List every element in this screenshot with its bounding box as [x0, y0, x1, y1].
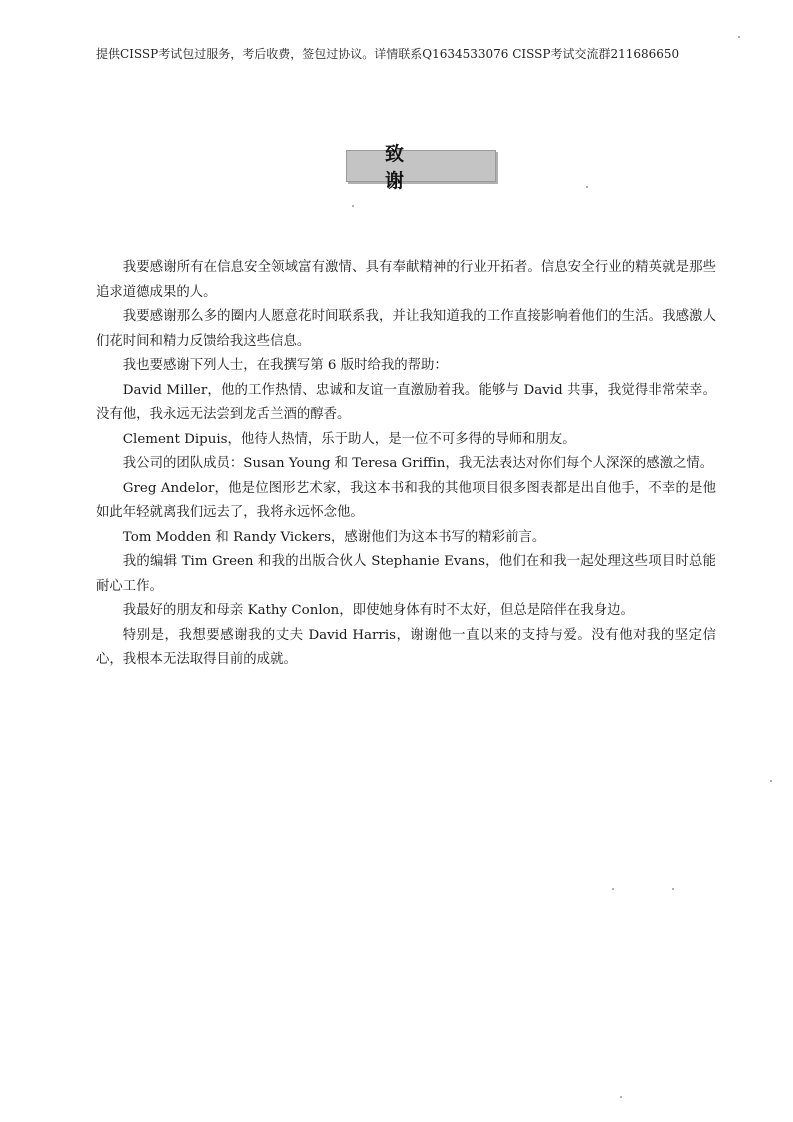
scan-speck: [620, 1096, 622, 1098]
scan-speck: [770, 780, 772, 782]
page-title: 致谢: [346, 150, 496, 182]
acknowledgements-body: [96, 256, 716, 673]
paragraph: 我最好的朋友和母亲 Kathy Conlon，即使她身体有时不太好，但总是陪伴在我身边。: [122, 603, 634, 618]
paragraph: 我也要感谢下列人士，在我撰写第 6 版时给我的帮助：: [122, 358, 448, 373]
paragraph: Clement Dipuis，他待人热情，乐于助人，是一位不可多得的导师和朋友。: [122, 431, 576, 447]
scan-speck: [586, 186, 588, 188]
paragraph: 我要感谢所有在信息安全领域富有激情、具有奉献精神的行业开拓者。信息安全行业的精英就是那些追求道德成果的人。: [96, 260, 716, 300]
scan-speck: [672, 888, 674, 890]
scan-speck: [352, 205, 354, 207]
paragraph: 特别是，我想要感谢我的丈夫 David Harris，谢谢他一直以来的支持与爱。没有他对我的坚定信心，我根本无法取得目前的成就。: [96, 627, 716, 667]
paragraph: 我公司的团队成员：Susan Young 和 Teresa Griffin，我无法表达对你们每个人深深的感激之情。: [122, 456, 714, 471]
paragraph: 我要感谢那么多的圈内人愿意花时间联系我，并让我知道我的工作直接影响着他们的生活。我感激人们花时间和精力反馈给我这些信息。: [96, 309, 716, 349]
paragraph: 我的编辑 Tim Green 和我的出版合伙人 Stephanie Evans，他们在和我一起处理这些项目时总能耐心工作。: [96, 554, 716, 594]
paragraph: Tom Modden 和 Randy Vickers，感谢他们为这本书写的精彩前言。: [122, 529, 546, 545]
scan-speck: [738, 36, 740, 38]
paragraph: Greg Andelor，他是位图形艺术家，我这本书和我的其他项目很多图表都是出自他手，不幸的是他如此年轻就离我们远去了，我将永远怀念他。: [96, 480, 716, 520]
scan-speck: [612, 888, 614, 890]
header-ad-note: 提供CISSP考试包过服务，考后收费，签包过协议。详情联系Q1634533076 CISSP考试交流群211686650: [96, 47, 680, 61]
paragraph: David Miller，他的工作热情、忠诚和友谊一直激励着我。能够与 David 共事，我觉得非常荣幸。没有他，我永远无法尝到龙舌兰酒的醇香。: [96, 382, 716, 422]
